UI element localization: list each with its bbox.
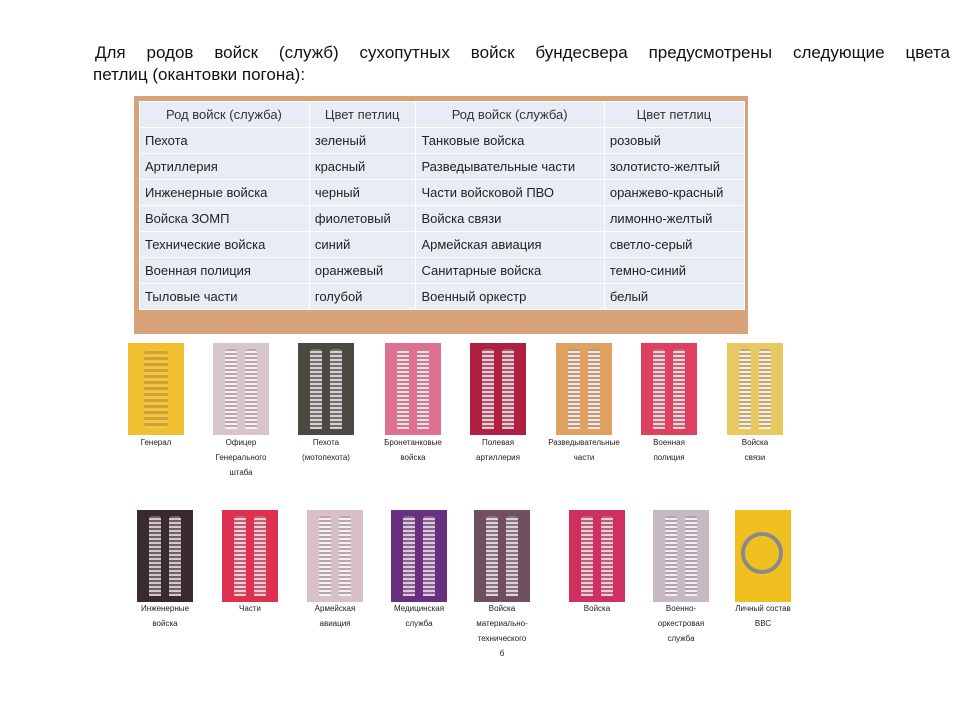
collar-tab-caption [552, 601, 642, 616]
collar-tab [137, 510, 193, 602]
table-cell: зеленый [309, 128, 416, 154]
table-cell: красный [309, 154, 416, 180]
caption-line: Пехота [312, 438, 340, 447]
table-cell: фиолетовый [309, 206, 416, 232]
collar-tab-caption [205, 601, 295, 616]
collar-tab-caption [290, 601, 380, 631]
collar-tab-caption [718, 601, 808, 631]
table-row [140, 232, 745, 258]
table-cell: Разведывательные части [416, 154, 604, 180]
table-header: Род войск (служба) [416, 102, 604, 128]
caption-line: штаба [229, 468, 253, 477]
table-row [140, 180, 745, 206]
caption-line: Медицинская [393, 604, 445, 613]
table-cell: Танковые войска [416, 128, 604, 154]
collar-tab-caption [111, 435, 201, 450]
table-cell: розовый [604, 128, 744, 154]
collar-tab-caption [374, 601, 464, 631]
collar-tab [128, 343, 184, 435]
caption-line: служба [667, 634, 695, 643]
table-cell: Войска связи [416, 206, 604, 232]
table-cell: лимонно-желтый [604, 206, 744, 232]
caption-line: Разведывательные [548, 438, 620, 447]
collar-tab-caption [457, 601, 547, 661]
collar-tab-caption [539, 435, 629, 465]
caption-line: (мотопехота) [302, 453, 350, 462]
table-cell: оранжевый [309, 258, 416, 284]
table-row [140, 284, 745, 310]
caption-line: Генерал [140, 438, 172, 447]
collar-tab [474, 510, 530, 602]
caption-line: Армейская [314, 604, 356, 613]
collar-tab [641, 343, 697, 435]
table-cell: Технические войска [140, 232, 310, 258]
table-header: Род войск (служба) [140, 102, 310, 128]
caption-line: служба [405, 619, 433, 628]
collar-tab [222, 510, 278, 602]
table-cell: голубой [309, 284, 416, 310]
table-cell: Военный оркестр [416, 284, 604, 310]
caption-line: полиция [653, 453, 685, 462]
caption-line: Войска [583, 604, 611, 613]
caption-line: ВВС [754, 619, 772, 628]
table-cell: Части войсковой ПВО [416, 180, 604, 206]
caption-line: технического [477, 634, 527, 643]
table-cell: оранжево-красный [604, 180, 744, 206]
color-table [139, 101, 745, 310]
table-row [140, 206, 745, 232]
collar-tab-caption [710, 435, 800, 465]
collar-tab-caption [368, 435, 458, 465]
color-table-frame [134, 96, 748, 334]
table-cell: синий [309, 232, 416, 258]
oak-leaf-icon [144, 349, 168, 429]
table-cell: Армейская авиация [416, 232, 604, 258]
caption-line: б [499, 649, 505, 658]
wreath-icon [741, 532, 783, 574]
caption-line: материально- [476, 619, 528, 628]
intro-text [95, 42, 950, 86]
caption-line: войска [152, 619, 178, 628]
caption-line: Бронетанковые [384, 438, 442, 447]
caption-line: оркестровая [657, 619, 705, 628]
collar-tab [556, 343, 612, 435]
caption-line: Войска [741, 438, 769, 447]
table-cell: белый [604, 284, 744, 310]
table-cell: Инженерные войска [140, 180, 310, 206]
collar-tab [569, 510, 625, 602]
table-cell: светло-серый [604, 232, 744, 258]
caption-line: Полевая [481, 438, 515, 447]
collar-tab [298, 343, 354, 435]
table-cell: Тыловые части [140, 284, 310, 310]
table-row [140, 154, 745, 180]
collar-tab [213, 343, 269, 435]
table-row [140, 258, 745, 284]
table-cell: черный [309, 180, 416, 206]
collar-tab-caption [624, 435, 714, 465]
caption-line: Военно- [665, 604, 697, 613]
caption-line: артиллерия [476, 453, 520, 462]
table-row [140, 128, 745, 154]
caption-line: авиация [319, 619, 351, 628]
caption-line: Части [239, 604, 261, 613]
caption-line: Войска [488, 604, 516, 613]
collar-tab-caption [120, 601, 210, 631]
caption-line: Военная [653, 438, 685, 447]
caption-line: войска [400, 453, 426, 462]
table-header: Цвет петлиц [604, 102, 744, 128]
collar-tab-caption [281, 435, 371, 465]
table-cell: золотисто-желтый [604, 154, 744, 180]
caption-line: связи [744, 453, 766, 462]
collar-tab-caption [453, 435, 543, 465]
table-cell: Военная полиция [140, 258, 310, 284]
caption-line: Инженерные [141, 604, 189, 613]
table-cell: Пехота [140, 128, 310, 154]
table-cell: Артиллерия [140, 154, 310, 180]
collar-tab [727, 343, 783, 435]
collar-tab-caption [636, 601, 726, 646]
collar-tab [653, 510, 709, 602]
table-cell: Войска ЗОМП [140, 206, 310, 232]
caption-line: Офицер [225, 438, 257, 447]
intro-line-1: Для родов войск (служб) сухопутных войск бундесвера предусмотрены следующие цвета [95, 43, 950, 62]
collar-tab [385, 343, 441, 435]
collar-tab-caption [196, 435, 286, 480]
caption-line: Личный состав [735, 604, 791, 613]
intro-line-2: петлиц (окантовки погона): [93, 65, 306, 84]
caption-line: Генерального [215, 453, 267, 462]
collar-tab [470, 343, 526, 435]
table-cell: темно-синий [604, 258, 744, 284]
caption-line: части [573, 453, 595, 462]
table-cell: Санитарные войска [416, 258, 604, 284]
table-header: Цвет петлиц [309, 102, 416, 128]
collar-tab [307, 510, 363, 602]
collar-tab [735, 510, 791, 602]
collar-tab [391, 510, 447, 602]
